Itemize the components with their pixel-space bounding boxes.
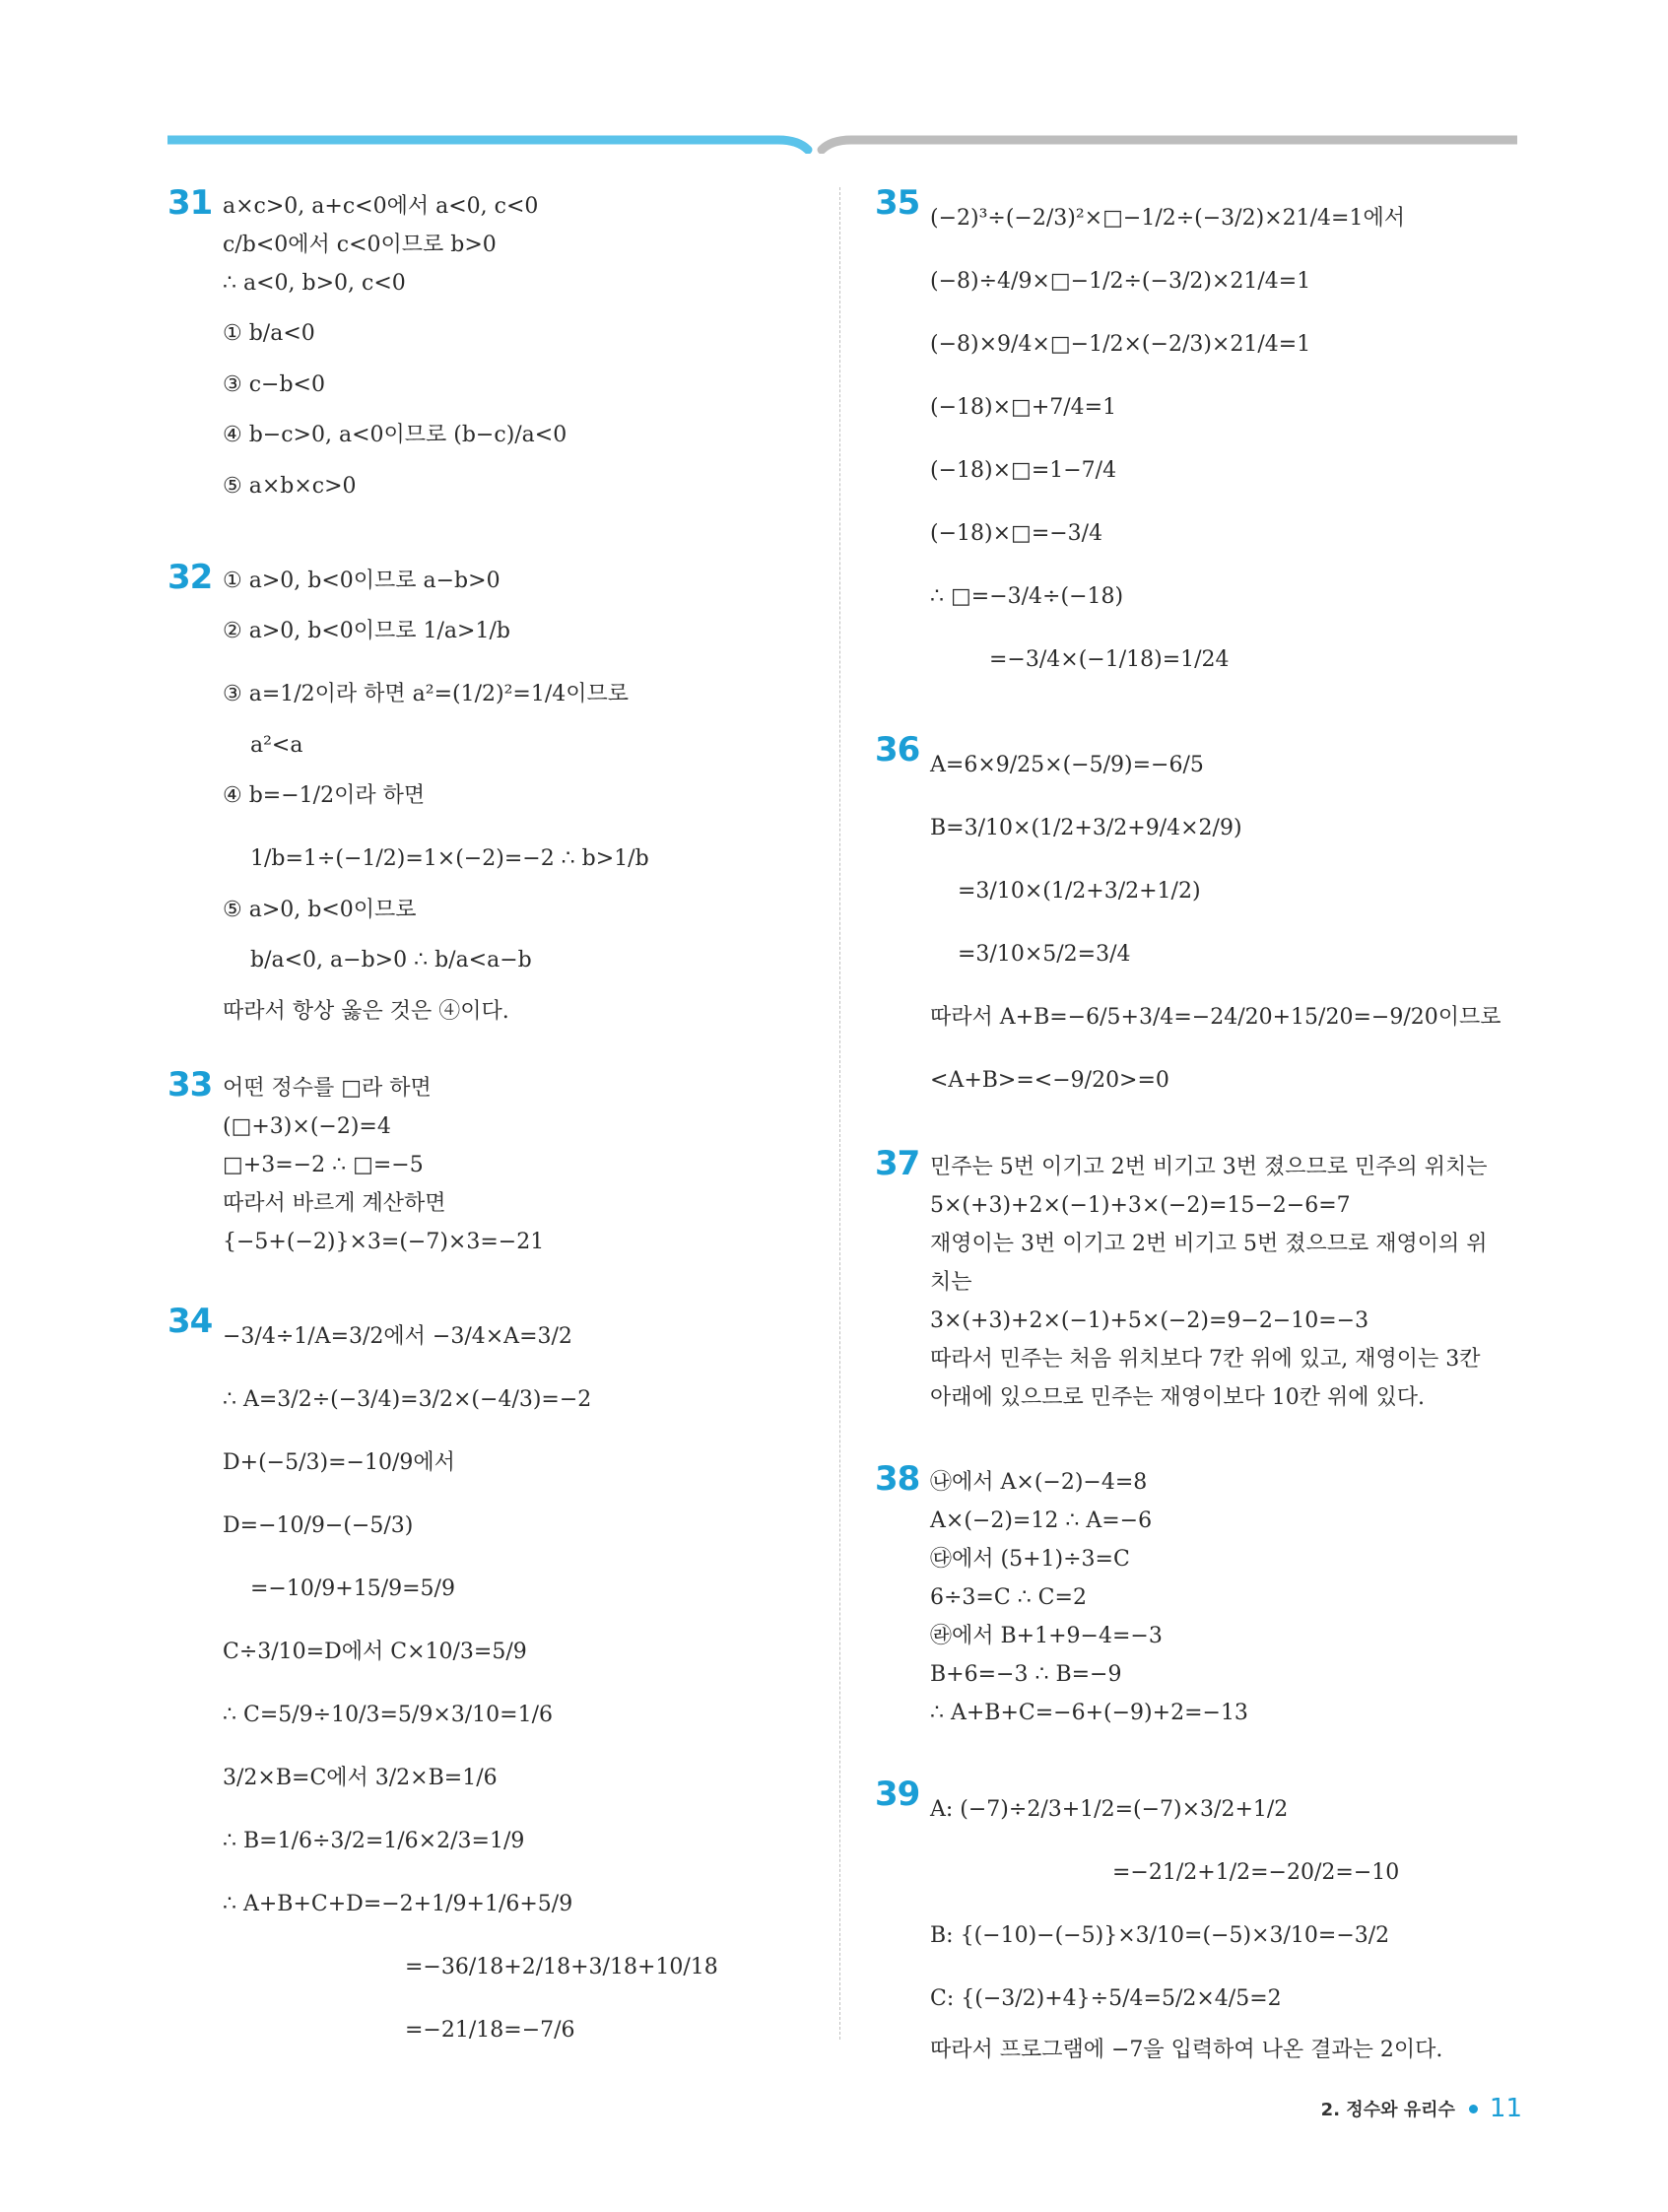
solution-line: ⑤ a>0, b<0이므로 <box>223 898 417 922</box>
solution-line: ∴ □=−3/4÷(−18) <box>930 584 1124 609</box>
solution-line: 6÷3=C ∴ C=2 <box>930 1585 1087 1610</box>
solution-line: <A+B>=<−9/20>=0 <box>930 1068 1169 1093</box>
solution-line: ④ b−c>0, a<0이므로 (b−c)/a<0 <box>223 423 567 447</box>
solution-line: (−18)×□+7/4=1 <box>930 395 1117 420</box>
solution-line: 어떤 정수를 □라 하면 <box>223 1076 432 1101</box>
solution-line: B: {(−10)−(−5)}×3/10=(−5)×3/10=−3/2 <box>930 1923 1390 1948</box>
header-bar-right <box>822 140 1517 150</box>
problem-33 <box>167 1065 818 1306</box>
problem-31 <box>167 183 818 562</box>
solution-line: D+(−5/3)=−10/9에서 <box>223 1450 455 1475</box>
solution-line: C: {(−3/2)+4}÷5/4=5/2×4/5=2 <box>930 1986 1282 2011</box>
solution-lines <box>223 1069 818 1261</box>
problem-number: 37 <box>875 1144 920 1183</box>
solution-line: ∴ A+B+C=−6+(−9)+2=−13 <box>930 1701 1248 1725</box>
solution-line: ㉰에서 (5+1)÷3=C <box>930 1547 1130 1572</box>
problem-number: 33 <box>167 1065 213 1105</box>
solution-line: =−36/18+2/18+3/18+10/18 <box>405 1955 718 1979</box>
solution-line: ㉯에서 A×(−2)−4=8 <box>930 1470 1148 1495</box>
solution-line: C÷3/10=D에서 C×10/3=5/9 <box>223 1640 527 1664</box>
solution-line: c/b<0에서 c<0이므로 b>0 <box>223 233 497 257</box>
solution-line: ② a>0, b<0이므로 1/a>1/b <box>223 619 510 643</box>
page-footer <box>1321 2094 1522 2123</box>
solution-line: 재영이는 3번 이기고 2번 비기고 5번 졌으므로 재영이의 위 <box>930 1232 1488 1256</box>
solution-line: ③ c−b<0 <box>223 372 325 397</box>
solution-lines <box>930 1778 1525 2069</box>
solution-line: =−21/18=−7/6 <box>405 2018 575 2043</box>
solution-line: ① a>0, b<0이므로 a−b>0 <box>223 569 500 593</box>
solution-line: (−18)×□=1−7/4 <box>930 458 1117 483</box>
problem-39 <box>875 1775 1525 2094</box>
solution-line: 3×(+3)+2×(−1)+5×(−2)=9−2−10=−3 <box>930 1308 1369 1333</box>
left-column <box>167 183 818 2074</box>
solution-lines <box>223 562 818 1031</box>
solution-line: =−10/9+15/9=5/9 <box>250 1576 455 1601</box>
solution-lines <box>223 187 818 505</box>
solution-lines <box>930 1463 1525 1732</box>
solution-line: 따라서 프로그램에 −7을 입력하여 나온 결과는 2이다. <box>930 2038 1443 2062</box>
column-divider <box>839 187 841 2040</box>
problem-number: 35 <box>875 183 920 223</box>
problem-number: 32 <box>167 558 213 597</box>
header-bar-left <box>167 140 808 150</box>
problem-number: 31 <box>167 183 213 223</box>
problem-number: 36 <box>875 730 920 770</box>
solution-line: B+6=−3 ∴ B=−9 <box>930 1662 1122 1687</box>
solution-line: 아래에 있으므로 민주는 재영이보다 10칸 위에 있다. <box>930 1385 1425 1410</box>
solution-line: (□+3)×(−2)=4 <box>223 1114 391 1139</box>
solution-lines <box>930 734 1525 1112</box>
problem-34 <box>167 1302 818 2074</box>
problem-number: 34 <box>167 1302 213 1341</box>
solution-line: 1/b=1÷(−1/2)=1×(−2)=−2 ∴ b>1/b <box>250 846 649 871</box>
solution-line: D=−10/9−(−5/3) <box>223 1513 414 1538</box>
problem-38 <box>875 1459 1525 1778</box>
solution-line: B=3/10×(1/2+3/2+9/4×2/9) <box>930 816 1242 840</box>
chapter-title: 2. 정수와 유리수 <box>1320 2100 1455 2120</box>
solution-line: =3/10×5/2=3/4 <box>958 942 1131 967</box>
problem-number: 39 <box>875 1775 920 1814</box>
solution-line: =−3/4×(−1/18)=1/24 <box>989 647 1230 672</box>
solution-line: ∴ a<0, b>0, c<0 <box>223 271 406 296</box>
solution-lines <box>223 1306 818 2062</box>
problem-32 <box>167 558 818 1069</box>
solution-line: {−5+(−2)}×3=(−7)×3=−21 <box>223 1230 545 1254</box>
problem-number: 38 <box>875 1459 920 1499</box>
solution-line: 치는 <box>930 1270 972 1295</box>
solution-line: 따라서 A+B=−6/5+3/4=−24/20+15/20=−9/20이므로 <box>930 1005 1501 1030</box>
solution-line: □+3=−2 ∴ □=−5 <box>223 1153 424 1177</box>
solution-line: a²<a <box>250 733 303 758</box>
solution-line: =−21/2+1/2=−20/2=−10 <box>1112 1860 1400 1885</box>
solution-line: 따라서 민주는 처음 위치보다 7칸 위에 있고, 재영이는 3칸 <box>930 1347 1481 1372</box>
solution-line: (−18)×□=−3/4 <box>930 521 1103 546</box>
solution-line: A×(−2)=12 ∴ A=−6 <box>930 1508 1153 1533</box>
solution-lines <box>930 1148 1525 1417</box>
solution-line: (−8)÷4/9×□−1/2÷(−3/2)×21/4=1 <box>930 269 1311 294</box>
solution-line: ∴ A+B+C+D=−2+1/9+1/6+5/9 <box>223 1892 573 1916</box>
solution-lines <box>930 187 1525 692</box>
problem-35 <box>875 183 1525 734</box>
solution-line: (−8)×9/4×□−1/2×(−2/3)×21/4=1 <box>930 332 1311 357</box>
solution-line: ① b/a<0 <box>223 321 315 346</box>
solution-line: A=6×9/25×(−5/9)=−6/5 <box>930 753 1204 777</box>
solution-line: a×c>0, a+c<0에서 a<0, c<0 <box>223 194 539 219</box>
solution-line: A: (−7)÷2/3+1/2=(−7)×3/2+1/2 <box>930 1797 1289 1822</box>
solution-line: ③ a=1/2이라 하면 a²=(1/2)²=1/4이므로 <box>223 682 630 706</box>
solution-line: b/a<0, a−b>0 ∴ b/a<a−b <box>250 948 532 972</box>
solution-line: 민주는 5번 이기고 2번 비기고 3번 졌으므로 민주의 위치는 <box>930 1155 1488 1179</box>
solution-line: 3/2×B=C에서 3/2×B=1/6 <box>223 1766 498 1790</box>
solution-line: 따라서 항상 옳은 것은 ④이다. <box>223 999 509 1024</box>
solution-line: ∴ C=5/9÷10/3=5/9×3/10=1/6 <box>223 1703 554 1727</box>
problem-37 <box>875 1144 1525 1463</box>
solution-line: =3/10×(1/2+3/2+1/2) <box>958 879 1201 904</box>
solution-line: −3/4÷1/A=3/2에서 −3/4×A=3/2 <box>223 1324 572 1349</box>
solution-line: 5×(+3)+2×(−1)+3×(−2)=15−2−6=7 <box>930 1193 1351 1218</box>
solution-line: ④ b=−1/2이라 하면 <box>223 783 426 808</box>
solution-line: (−2)³÷(−2/3)²×□−1/2÷(−3/2)×21/4=1에서 <box>930 206 1405 231</box>
solution-line: ㉱에서 B+1+9−4=−3 <box>930 1624 1163 1648</box>
bullet-dot-icon <box>1469 2105 1478 2113</box>
header-bar <box>167 134 1517 154</box>
solution-line: ∴ B=1/6÷3/2=1/6×2/3=1/9 <box>223 1829 525 1853</box>
right-column <box>875 183 1525 2094</box>
solution-line: ⑤ a×b×c>0 <box>223 474 357 499</box>
solution-line: ∴ A=3/2÷(−3/4)=3/2×(−4/3)=−2 <box>223 1387 592 1412</box>
page-number: 11 <box>1489 2094 1522 2123</box>
solution-line: 따라서 바르게 계산하면 <box>223 1191 446 1216</box>
problem-36 <box>875 730 1525 1148</box>
